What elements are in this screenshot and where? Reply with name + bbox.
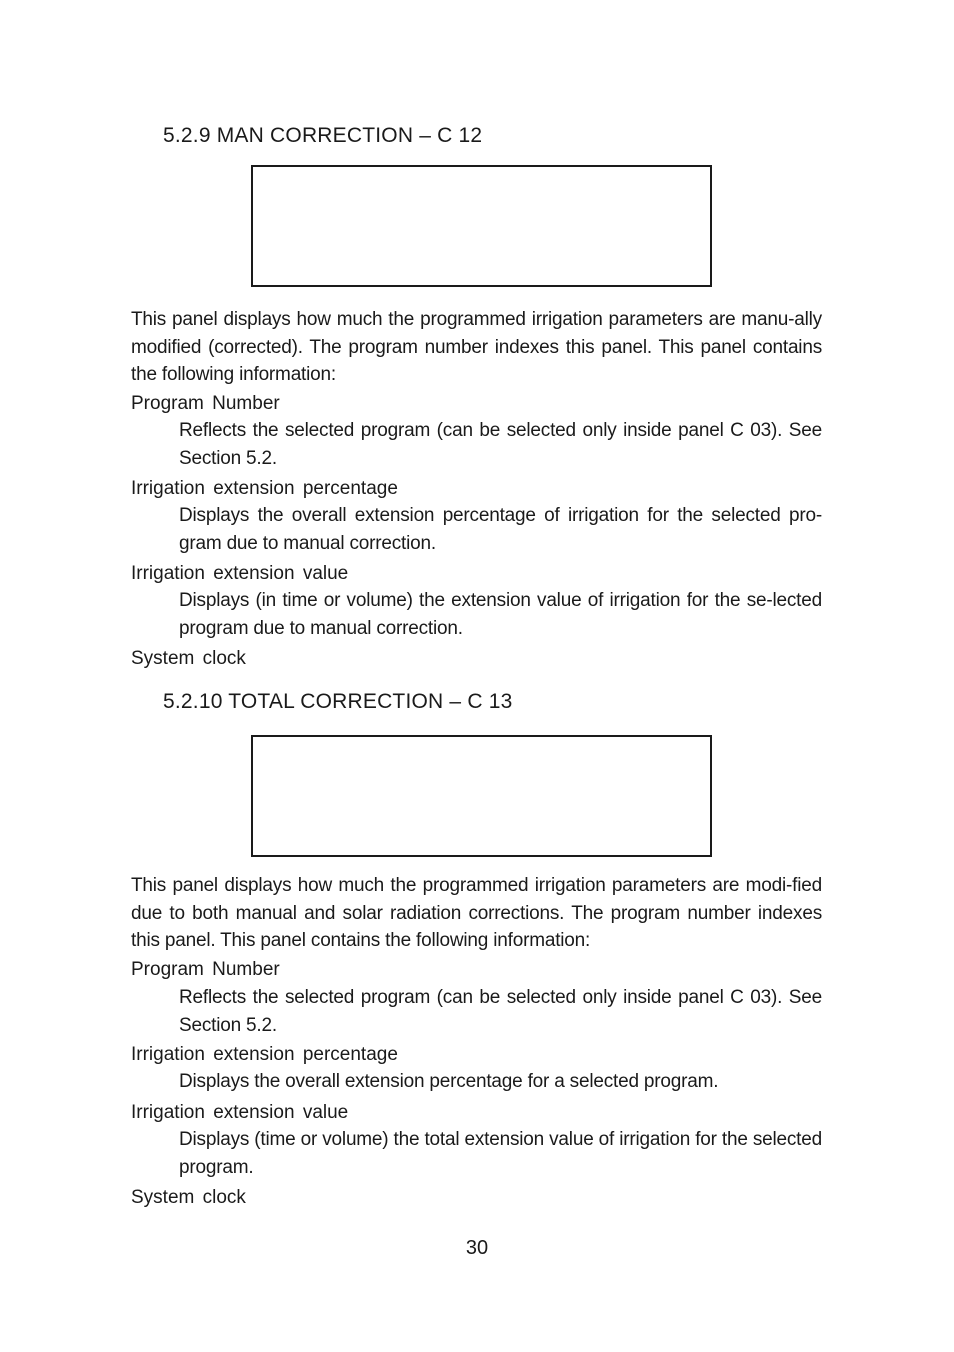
panel-display-c13 bbox=[251, 735, 712, 857]
term-irrigation-extension-value: Irrigation extension value bbox=[131, 1102, 349, 1123]
section-heading-man-correction: 5.2.9 MAN CORRECTION – C 12 bbox=[163, 124, 483, 147]
description-program-number: Reflects the selected program (can be selected only inside panel C 03). See Section 5.2. bbox=[179, 420, 822, 469]
description-irrigation-extension-percentage: Displays the overall extension percentage for a selected program. bbox=[179, 1071, 719, 1092]
term-irrigation-extension-value: Irrigation extension value bbox=[131, 563, 349, 584]
description-program-number: Reflects the selected program (can be selected only inside panel C 03). See Section 5.2. bbox=[179, 987, 822, 1036]
page-number: 30 bbox=[465, 1237, 489, 1259]
section-intro-man-correction: This panel displays how much the programmed irrigation parameters are manu-ally modified (corrected). The program number indexes this panel. This panel contains the following information: bbox=[131, 309, 822, 385]
term-system-clock: System clock bbox=[131, 648, 246, 669]
term-system-clock: System clock bbox=[131, 1187, 246, 1208]
description-irrigation-extension-percentage: Displays the overall extension percentage of irrigation for the selected pro-gram due to manual correction. bbox=[179, 505, 822, 554]
section-intro-total-correction: This panel displays how much the programmed irrigation parameters are modi-fied due to both manual and solar radiation corrections. The program number indexes this panel. This panel contains the following information: bbox=[131, 875, 822, 951]
term-irrigation-extension-percentage: Irrigation extension percentage bbox=[131, 478, 398, 499]
term-program-number: Program Number bbox=[131, 959, 280, 980]
section-heading-total-correction: 5.2.10 TOTAL CORRECTION – C 13 bbox=[163, 690, 513, 713]
panel-display-c12 bbox=[251, 165, 712, 287]
term-irrigation-extension-percentage: Irrigation extension percentage bbox=[131, 1044, 398, 1065]
description-irrigation-extension-value: Displays (time or volume) the total extension value of irrigation for the selected program. bbox=[179, 1129, 822, 1178]
term-program-number: Program Number bbox=[131, 393, 280, 414]
description-irrigation-extension-value: Displays (in time or volume) the extension value of irrigation for the se-lected program due to manual correction. bbox=[179, 590, 822, 639]
